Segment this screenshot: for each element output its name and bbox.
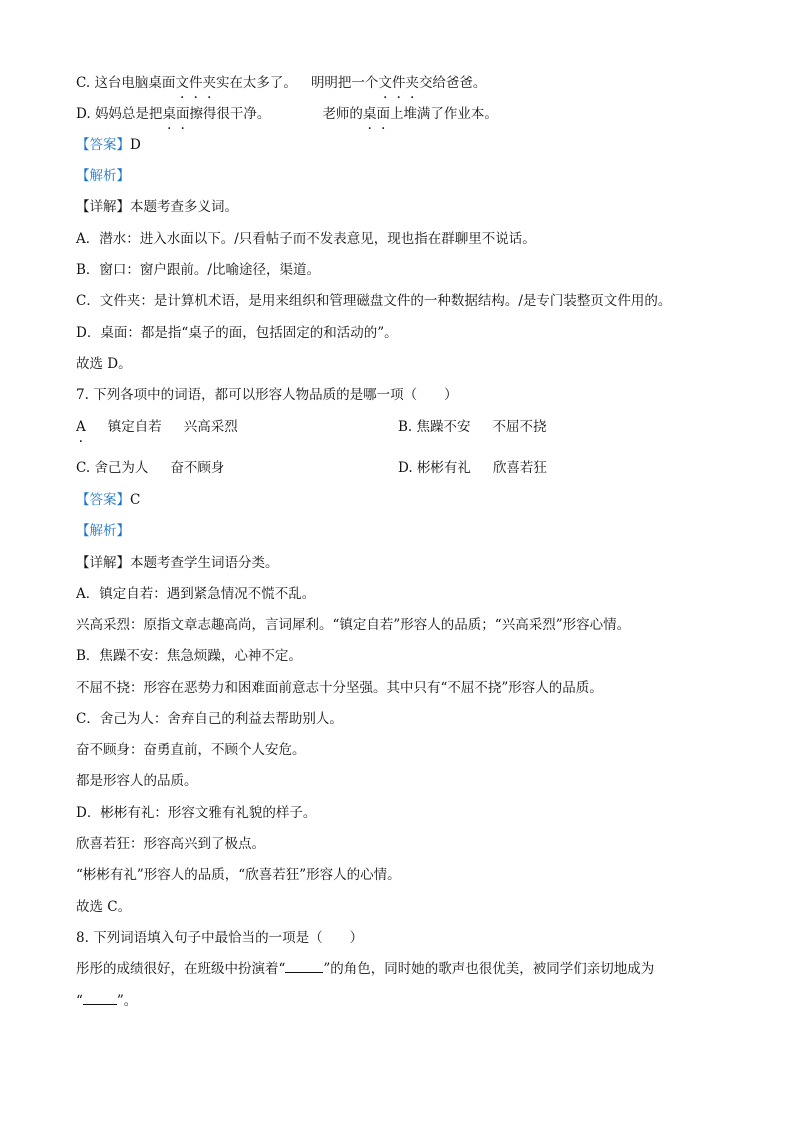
q6-explain-line: C．文件夹：是计算机术语，是用来组织和管理磁盘文件的一种数据结构。/是专门装整页文件用的。 bbox=[76, 293, 672, 309]
fill-blank[interactable] bbox=[285, 960, 323, 973]
q6-explain-line: B．窗口：窗户跟前。/比喻途径，渠道。 bbox=[76, 262, 320, 278]
emphasis-char: 文 bbox=[175, 75, 189, 91]
q6-explain-line: D．桌面：都是指“桌子的面，包括固定的和活动的”。 bbox=[76, 325, 398, 341]
fill-blank[interactable] bbox=[83, 992, 117, 1005]
q7-answer bbox=[76, 490, 140, 510]
q7-explain-line: D．彬彬有礼：形容文雅有礼貌的样子。 bbox=[76, 805, 317, 821]
option-label: C. bbox=[76, 460, 91, 476]
emphasis-char: 桌 bbox=[162, 106, 176, 122]
q6-option-d: D. 妈妈总是把桌面擦得很干净。 老师的桌面上堆满了作业本。 bbox=[76, 106, 498, 122]
answer-value: C bbox=[130, 492, 141, 508]
option-label: D. bbox=[398, 460, 413, 476]
q7-conclusion: 故选 C。 bbox=[76, 899, 132, 915]
emphasis-char: 文 bbox=[378, 75, 392, 91]
option-label: A · bbox=[76, 417, 86, 437]
q7-explain-line: “彬彬有礼”形容人的品质，“欣喜若狂”形容人的心情。 bbox=[76, 867, 401, 883]
q7-explain-line: 欣喜若狂：形容高兴到了极点。 bbox=[76, 836, 265, 852]
analysis-tag: 【解析】 bbox=[76, 168, 130, 184]
emphasis-char: 面 bbox=[175, 106, 190, 122]
q7-explain-line: 奋不顾身：奋勇直前，不顾个人安危。 bbox=[76, 742, 306, 758]
q6-explain-line: A．潜水：进入水面以下。/只看帖子而不发表意见，现也指在群聊里不说话。 bbox=[76, 231, 536, 247]
emphasis-char: 面 bbox=[376, 106, 390, 122]
answer-tag: 【答案】 bbox=[76, 492, 130, 508]
q8-sentence-line1: 彤彤的成绩很好，在班级中扮演着“ ”的角色，同时她的歌声也很优美，被同学们亲切地成为 bbox=[76, 961, 655, 977]
emphasis-char: 桌 bbox=[362, 106, 377, 122]
emphasis-char: 件 bbox=[188, 75, 203, 91]
q7-explain-line: 兴高采烈：原指文章志趣高尚，言词犀利。“镇定自若”形容人的品质；“兴高采烈”形容心情。 bbox=[76, 617, 631, 633]
q7-explain-line: B．焦躁不安：焦急烦躁，心神不定。 bbox=[76, 648, 302, 664]
q8-sentence-line2: “ ”。 bbox=[76, 993, 138, 1009]
q8-stem: 8. 下列词语填入句子中最恰当的一项是（ ） bbox=[76, 930, 364, 946]
emphasis-char: 件 bbox=[391, 75, 406, 91]
emphasis-char: 夹 bbox=[202, 75, 216, 91]
q7-explain-line: 不屈不挠：形容在恶势力和困难面前意志十分坚强。其中只有“不屈不挠”形容人的品质。 bbox=[76, 680, 603, 696]
emphasis-char: 夹 bbox=[405, 75, 419, 91]
q6-option-c: C. 这台电脑桌面文件夹实在太多了。 明明把一个文件夹交给爸爸。 bbox=[76, 75, 487, 91]
q6-detail: 【详解】本题考查多义词。 bbox=[76, 199, 238, 215]
option-label: B. bbox=[398, 419, 413, 435]
q7-stem: 7. 下列各项中的词语，都可以形容人物品质的是哪一项（ ） bbox=[76, 387, 458, 403]
q7-explain-line: C．舍己为人：舍弃自己的利益去帮助别人。 bbox=[76, 711, 343, 727]
analysis-tag: 【解析】 bbox=[76, 523, 130, 539]
q7-explain-line: 都是形容人的品质。 bbox=[76, 773, 198, 789]
q7-explain-line: A．镇定自若：遇到紧急情况不慌不乱。 bbox=[76, 586, 316, 602]
q7-detail: 【详解】本题考查学生词语分类。 bbox=[76, 555, 279, 571]
q7-option-b: B. 焦躁不安 不屈不挠 bbox=[398, 419, 547, 435]
detail-tag: 【详解】 bbox=[76, 555, 130, 571]
q7-option-c: C. 舍己为人 奋不顾身 bbox=[76, 460, 225, 476]
q6-conclusion: 故选 D。 bbox=[76, 356, 132, 372]
detail-tag: 【详解】 bbox=[76, 199, 130, 215]
q6-answer bbox=[76, 135, 141, 155]
answer-tag: 【答案】 bbox=[76, 137, 130, 153]
answer-value: D bbox=[130, 137, 141, 153]
q6-analysis-heading bbox=[76, 166, 130, 186]
q7-option-d: D. 彬彬有礼 欣喜若狂 bbox=[398, 460, 547, 476]
q7-option-a: A · 镇定自若 兴高采烈 bbox=[76, 417, 238, 437]
q7-analysis-heading bbox=[76, 521, 130, 541]
